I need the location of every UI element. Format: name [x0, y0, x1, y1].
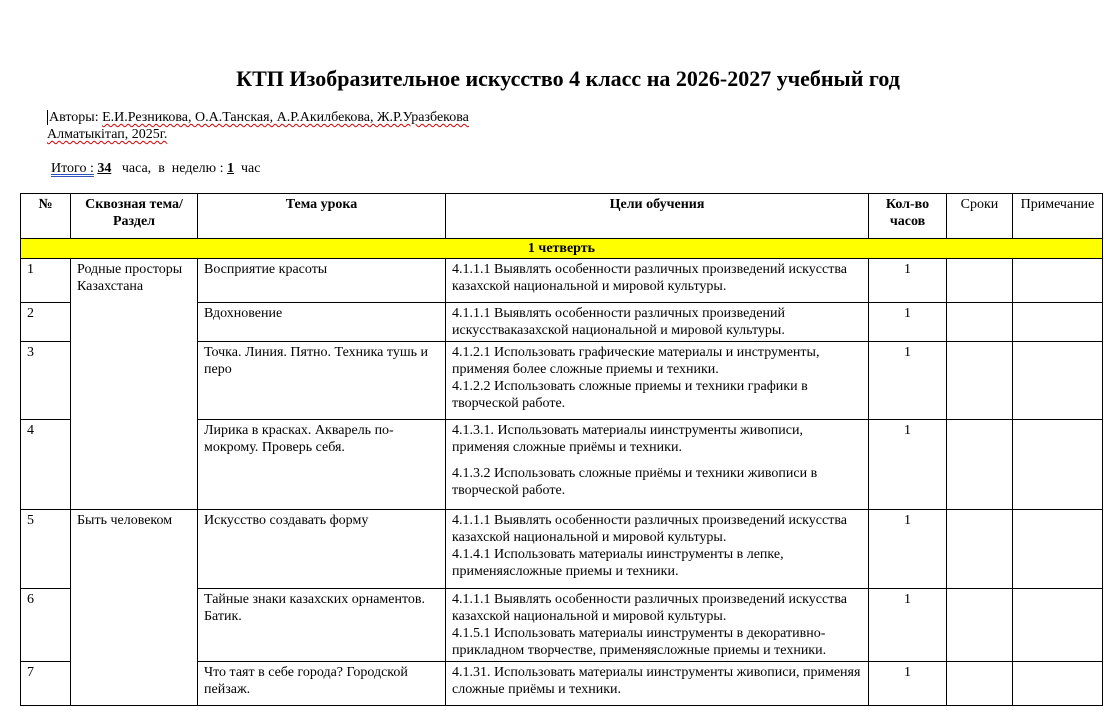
row-num: 1	[21, 259, 71, 303]
row-lesson: Точка. Линия. Пятно. Техника тушь и перо	[198, 342, 446, 420]
row-goals	[446, 259, 869, 303]
row-hours: 1	[869, 259, 947, 303]
goal-text: 4.1.2.2 Использовать сложные приемы и техники графики в творческой работе.	[452, 379, 808, 411]
quarter-label: 1 четверть	[21, 239, 1103, 259]
header-theme: Сквозная тема/ Раздел	[71, 194, 198, 239]
row-hours: 1	[869, 510, 947, 589]
row-num: 4	[21, 420, 71, 510]
row-notes[interactable]	[1013, 303, 1103, 342]
row-dates[interactable]	[947, 510, 1013, 589]
goal-text: 4.1.3.1. Использовать материалы иинструменты живописи, применяя сложные приёмы и техники.	[452, 423, 803, 455]
row-notes[interactable]	[1013, 662, 1103, 706]
header-num: №	[21, 194, 71, 239]
goal-text: 4.1.3.2 Использовать сложные приёмы и техники живописи в творческой работе.	[452, 466, 818, 498]
row-dates[interactable]	[947, 420, 1013, 510]
row-lesson: Вдохновение	[198, 303, 446, 342]
row-goals	[446, 303, 869, 342]
row-goals	[446, 420, 869, 510]
week-label: в неделю :	[158, 161, 224, 176]
row-dates[interactable]	[947, 589, 1013, 662]
total-hours-unit: часа,	[121, 161, 152, 176]
row-notes[interactable]	[1013, 589, 1103, 662]
row-notes[interactable]	[1013, 259, 1103, 303]
row-lesson: Искусство создавать форму	[198, 510, 446, 589]
row-goals	[446, 589, 869, 662]
goal-text: 4.1.4.1 Использовать материалы иинструменты в лепке, применяясложные приемы и техники.	[452, 547, 784, 579]
row-goals	[446, 342, 869, 420]
table-row	[21, 510, 1103, 589]
publisher-line: Алматыкітап, 2025г.	[47, 127, 168, 142]
row-hours: 1	[869, 342, 947, 420]
goal-text: 4.1.1.1 Выявлять особенности различных произведений искусства казахской национальной и мировой культуры.	[452, 262, 847, 294]
header-notes: Примечание	[1013, 194, 1103, 239]
row-section: Родные просторы Казахстана	[71, 259, 198, 510]
row-goals	[446, 510, 869, 589]
row-lesson: Восприятие красоты	[198, 259, 446, 303]
authors-names: Е.И.Резникова, О.А.Танская, А.Р.Акилбекова, Ж.Р.Уразбекова	[102, 110, 469, 125]
authors-line	[47, 109, 469, 126]
total-hours-line	[51, 161, 260, 177]
row-notes[interactable]	[1013, 342, 1103, 420]
row-hours: 1	[869, 662, 947, 706]
goal-text: 4.1.5.1 Использовать материалы иинструменты в декоративно-прикладном творчестве, применяясложные приемы и техники.	[452, 626, 827, 658]
row-lesson: Тайные знаки казахских орнаментов. Батик.	[198, 589, 446, 662]
row-notes[interactable]	[1013, 510, 1103, 589]
row-dates[interactable]	[947, 662, 1013, 706]
table-row	[21, 259, 1103, 303]
row-notes[interactable]	[1013, 420, 1103, 510]
document-title: КТП Изобразительное искусство 4 класс на 2026-2027 учебный год	[236, 66, 900, 91]
text-cursor	[47, 110, 48, 125]
goal-text: 4.1.2.1 Использовать графические материалы и инструменты, применяя более сложные приемы и техники.	[452, 345, 820, 377]
goal-text: 4.1.31. Использовать материалы иинструменты живописи, применяя сложные приёмы и техники.	[452, 665, 861, 697]
row-goals	[446, 662, 869, 706]
goal-text: 4.1.1.1 Выявлять особенности различных произведений искусства казахской национальной и мировой культуры.	[452, 592, 847, 624]
header-hours: Кол-во часов	[869, 194, 947, 239]
row-hours: 1	[869, 420, 947, 510]
authors-prefix: Авторы:	[49, 110, 103, 125]
row-dates[interactable]	[947, 259, 1013, 303]
row-dates[interactable]	[947, 303, 1013, 342]
row-hours: 1	[869, 589, 947, 662]
header-lesson: Тема урока	[198, 194, 446, 239]
row-lesson: Что таят в себе города? Городской пейзаж.	[198, 662, 446, 706]
row-num: 3	[21, 342, 71, 420]
header-dates: Сроки	[947, 194, 1013, 239]
quarter-row	[21, 239, 1103, 259]
week-hours-unit: час	[241, 161, 261, 176]
total-label: Итого :	[51, 161, 94, 176]
row-num: 2	[21, 303, 71, 342]
row-dates[interactable]	[947, 342, 1013, 420]
week-hours-value: 1	[227, 161, 234, 176]
total-hours-value: 34	[97, 161, 112, 176]
row-num: 7	[21, 662, 71, 706]
row-hours: 1	[869, 303, 947, 342]
table-header-row	[21, 194, 1103, 239]
row-num: 5	[21, 510, 71, 589]
row-section: Быть человеком	[71, 510, 198, 706]
header-goals: Цели обучения	[446, 194, 869, 239]
goal-text: 4.1.1.1 Выявлять особенности различных произведений искусства казахской национальной и мировой культуры.	[452, 513, 847, 545]
row-num: 6	[21, 589, 71, 662]
goal-text: 4.1.1.1 Выявлять особенности различных произведений искусстваказахской национальной и мировой культуры.	[452, 306, 785, 338]
ktp-table	[20, 193, 1103, 706]
authors-block	[47, 109, 469, 143]
row-lesson: Лирика в красках. Акварель по-мокрому. Проверь себя.	[198, 420, 446, 510]
